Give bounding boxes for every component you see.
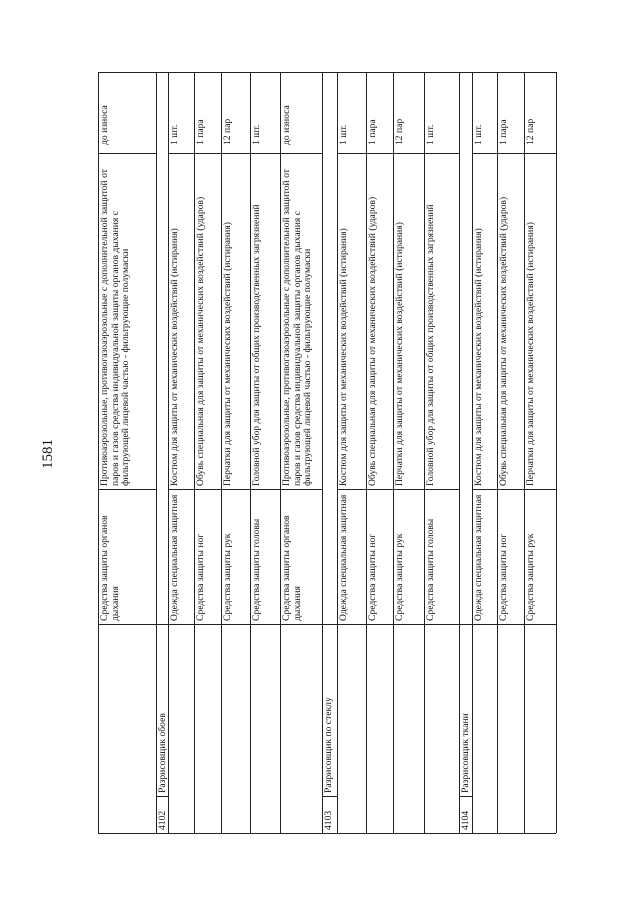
ppe-description-cell: Головной убор для защиты от общих производственных загрязнений [425, 204, 436, 486]
issue-norm-cell: 1 пара [367, 119, 378, 145]
section-profession: Разрисовщик обоев [157, 713, 168, 793]
issue-norm-cell: 1 шт. [425, 124, 436, 145]
table-rule [337, 624, 366, 625]
ppe-type-cell: Средства защиты рук [222, 533, 233, 621]
issue-norm-cell: 1 шт. [473, 124, 484, 145]
section-code: 4104 [460, 810, 471, 830]
table-rule [366, 153, 393, 154]
table-rule [337, 489, 366, 490]
ppe-description-cell: Противоаэрозольные, противогазоаэрозольные с дополнительной защитой от паров и газов средства индивидуальной защиты органов дыхания с фильтрующей лицевой частью - фильтрующие полумаски [281, 166, 313, 486]
table-rule [497, 489, 524, 490]
table-rule [472, 153, 497, 154]
ppe-description-cell: Головной убор для защиты от общих производственных загрязнений [251, 204, 262, 486]
table-rule [194, 489, 221, 490]
table-rule [221, 153, 250, 154]
table-rule [168, 624, 194, 625]
issue-norm-cell: 1 пара [195, 119, 206, 145]
ppe-description-cell: Костюм для защиты от механических воздействий (истирания) [169, 228, 180, 486]
table-rule [98, 153, 156, 154]
table-rule [98, 72, 556, 73]
issue-norm-cell: до износа [99, 105, 110, 145]
table-rule [497, 624, 524, 625]
issue-norm-cell: 1 шт. [338, 124, 349, 145]
table-rule [156, 796, 168, 797]
table-rule [98, 489, 156, 490]
table-rule [221, 624, 250, 625]
table-rule [98, 624, 156, 625]
issue-norm-cell: 12 пар [525, 118, 536, 145]
table-rule [393, 489, 424, 490]
issue-norm-cell: 12 пар [222, 118, 233, 145]
ppe-description-cell: Перчатки для защиты от механических воздействий (истирания) [222, 222, 233, 486]
table-rule [322, 796, 337, 797]
ppe-description-cell: Перчатки для защиты от механических воздействий (истирания) [394, 222, 405, 486]
table-rule [98, 796, 99, 833]
issue-norm-cell: 1 шт. [169, 124, 180, 145]
table-rule [168, 153, 194, 154]
ppe-description-cell: Обувь специальная для защиты от механических воздействий (ударов) [195, 196, 206, 486]
table-rule [459, 796, 472, 797]
ppe-type-cell: Одежда специальная защитная [338, 494, 349, 621]
table-rule [156, 796, 157, 833]
table-rule [366, 489, 393, 490]
table-rule [250, 153, 280, 154]
ppe-description-cell: Противоаэрозольные, противогазоаэрозольные с дополнительной защитой от паров и газов средства индивидуальной защиты органов дыхания с фильтрующей лицевой частью - фильтрующие полумаски [99, 166, 131, 486]
ppe-description-cell: Обувь специальная для защиты от механических воздействий (ударов) [498, 196, 509, 486]
section-profession: Разрисовщик по стеклу [323, 697, 334, 793]
ppe-type-cell: Средства защиты рук [525, 533, 536, 621]
ppe-description-cell: Костюм для защиты от механических воздействий (истирания) [473, 228, 484, 486]
section-profession: Разрисовщик ткани [460, 713, 471, 793]
table-rule [250, 489, 280, 490]
table-rule [194, 624, 221, 625]
table-rule [524, 624, 556, 625]
table-rule [250, 624, 280, 625]
table-rule [366, 624, 393, 625]
table-rule [472, 624, 497, 625]
table-rule [221, 489, 250, 490]
table-rule [194, 153, 221, 154]
table-rule [98, 833, 556, 834]
table-rule [280, 153, 322, 154]
table-rule [424, 153, 459, 154]
section-code: 4103 [323, 810, 334, 830]
table-rule [524, 489, 556, 490]
issue-norm-cell: 1 шт. [251, 124, 262, 145]
issue-norm-cell: 12 пар [394, 118, 405, 145]
table-rule [393, 624, 424, 625]
ppe-type-cell: Одежда специальная защитная [169, 494, 180, 621]
ppe-type-cell: Средства защиты головы [251, 518, 262, 621]
table-rule [472, 489, 497, 490]
table-rule [280, 489, 322, 490]
issue-norm-cell: 1 пара [498, 119, 509, 145]
ppe-type-cell: Средства защиты органов дыхания [281, 513, 303, 621]
issue-norm-cell: до износа [281, 105, 292, 145]
ppe-type-cell: Средства защиты ног [367, 533, 378, 621]
table-rule [459, 624, 472, 625]
ppe-type-cell: Средства защиты ног [195, 533, 206, 621]
table-rule [168, 489, 194, 490]
ppe-description-cell: Обувь специальная для защиты от механических воздействий (ударов) [367, 196, 378, 486]
table-rule [280, 624, 322, 625]
ppe-type-cell: Средства защиты органов дыхания [99, 513, 121, 621]
table-rule [459, 796, 460, 833]
section-code: 4102 [157, 810, 168, 830]
table-rule [424, 624, 459, 625]
ppe-type-cell: Средства защиты рук [394, 533, 405, 621]
ppe-type-cell: Средства защиты головы [425, 518, 436, 621]
ppe-type-cell: Средства защиты ног [498, 533, 509, 621]
table-rule [424, 489, 459, 490]
table-rule [524, 153, 556, 154]
ppe-description-cell: Костюм для защиты от механических воздействий (истирания) [338, 228, 349, 486]
table-rule [497, 153, 524, 154]
table-rule [322, 624, 337, 625]
table-rule [322, 796, 323, 833]
ppe-type-cell: Одежда специальная защитная [473, 494, 484, 621]
page-number: 1581 [40, 439, 56, 469]
table-rule [556, 72, 557, 833]
table-rule [337, 153, 366, 154]
table-rule [393, 153, 424, 154]
ppe-description-cell: Перчатки для защиты от механических воздействий (истирания) [525, 222, 536, 486]
table-rule [156, 624, 168, 625]
